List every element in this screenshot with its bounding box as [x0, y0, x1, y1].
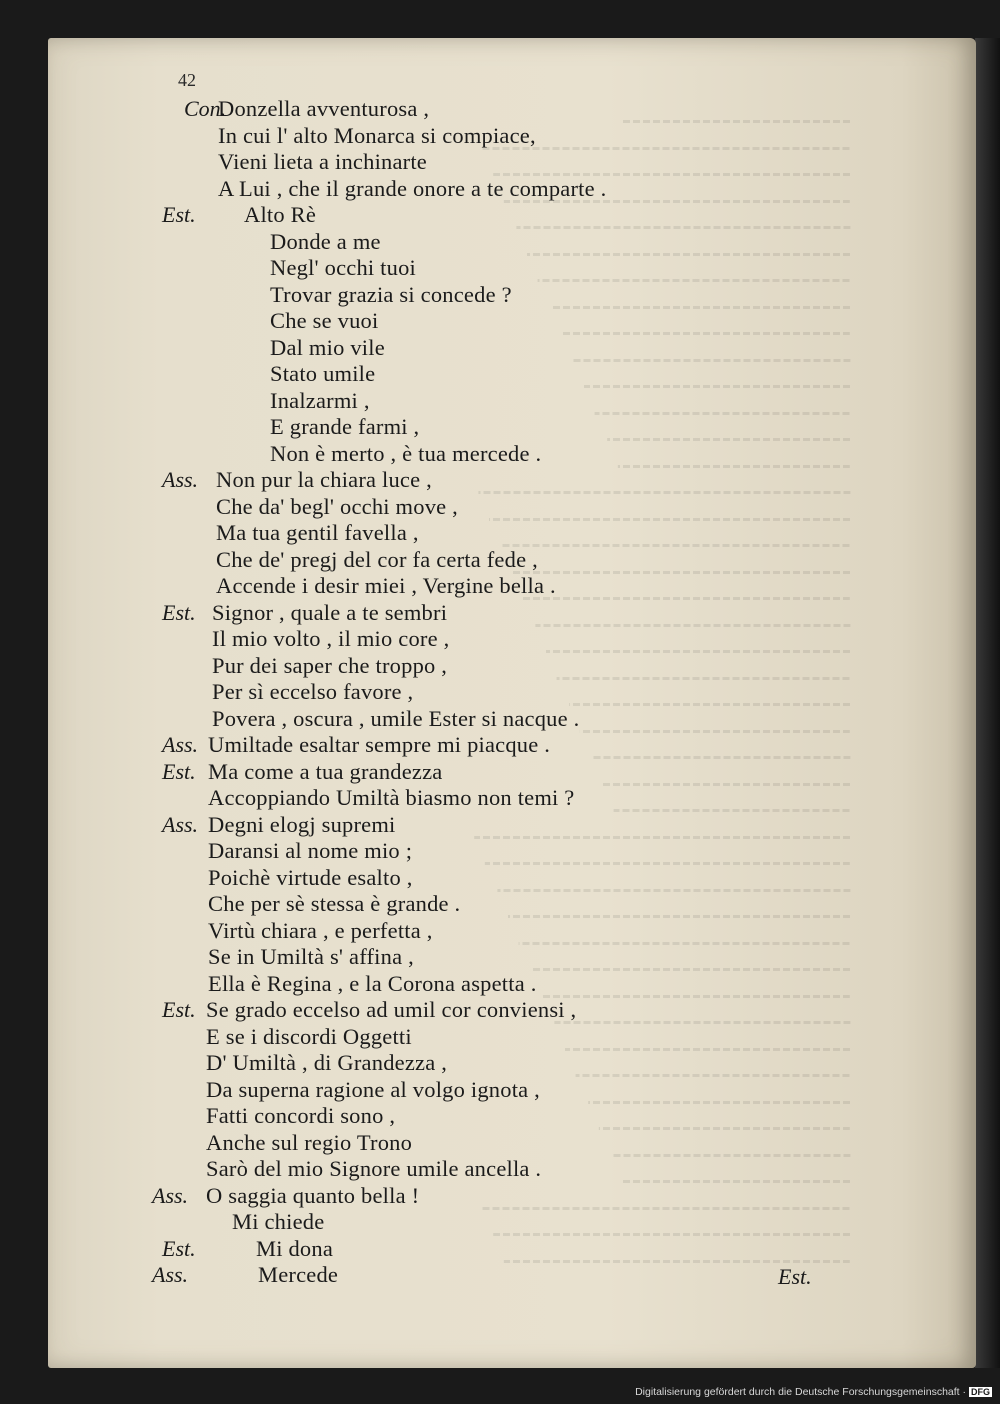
speaker-name: Ass.	[152, 1262, 189, 1287]
verse-line: E se i discordi Oggetti	[206, 1023, 412, 1049]
verse-line: Che se vuoi	[270, 308, 379, 333]
verse-line: D' Umiltà , di Grandezza ,	[206, 1050, 448, 1075]
speaker-name: Est.	[162, 997, 196, 1022]
speaker-name: Est.	[162, 599, 196, 625]
verse-line: Mi dona	[256, 1235, 334, 1261]
verse-line: Pur dei saper che troppo ,	[212, 652, 448, 678]
speaker-name: Ass.	[162, 811, 199, 837]
verse-line: Non pur la chiara luce ,	[216, 467, 432, 492]
catchword: Est.	[778, 1264, 812, 1289]
binding-gutter	[975, 38, 1000, 1368]
speaker-name: Est.	[162, 202, 196, 227]
verse-line: Accoppiando Umiltà biasmo non temi ?	[208, 785, 575, 810]
verse-line: Trovar grazia si concede ?	[270, 281, 512, 307]
verse-line: Per sì eccelso favore ,	[212, 679, 414, 704]
speaker-name: Est.	[162, 1235, 196, 1261]
verse-line: Da superna ragione al volgo ignota ,	[206, 1076, 540, 1102]
verse-line: Se in Umiltà s' affina ,	[208, 944, 414, 969]
verse-line: Fatti concordi sono ,	[206, 1103, 396, 1128]
verse-line: Signor , quale a te sembri	[212, 599, 448, 625]
verse-line: Poichè virtude esalto ,	[208, 864, 413, 890]
verse-line: Il mio volto , il mio core ,	[212, 626, 450, 651]
verse-line: Daransi al nome mio ;	[208, 838, 413, 863]
speaker-name: Ass.	[162, 732, 199, 757]
verse-line: Donde a me	[270, 228, 381, 254]
verse-line: Negl' occhi tuoi	[270, 255, 416, 280]
verse-line: Che de' pregj del cor fa certa fede ,	[216, 546, 538, 572]
verse-line: Non è merto , è tua mercede .	[270, 440, 542, 466]
speaker-name: Est.	[162, 758, 196, 784]
verse-line: Ella è Regina , e la Corona aspetta .	[208, 970, 537, 996]
verse-line: Inalzarmi ,	[270, 387, 370, 413]
verse-line: Dal mio vile	[270, 334, 385, 360]
verse-line: E grande farmi ,	[270, 414, 420, 439]
verse-line: O saggia quanto bella !	[206, 1182, 420, 1208]
verse-line: Mi chiede	[232, 1209, 325, 1234]
verse-line: Se grado eccelso ad umil cor conviensi ,	[206, 997, 577, 1022]
verse-line: Virtù chiara , e perfetta ,	[208, 917, 433, 943]
verse-line: Povera , oscura , umile Ester si nacque .	[212, 705, 580, 731]
verse-line: Ma come a tua grandezza	[208, 758, 443, 784]
verse-line: Accende i desir miei , Vergine bella .	[216, 573, 556, 598]
speaker-name: Ass.	[152, 1182, 189, 1208]
verse-line: Che per sè stessa è grande .	[208, 891, 461, 916]
verse-line: Degni elogj supremi	[208, 811, 396, 837]
verse-line: Ma tua gentil favella ,	[216, 520, 419, 545]
footer-credit	[635, 1386, 992, 1398]
verse-line: Anche sul regio Trono	[206, 1129, 413, 1155]
verse-line: Che da' begl' occhi move ,	[216, 493, 458, 519]
speaker-name: Con.	[184, 96, 227, 121]
verse-line: Mercede	[258, 1262, 339, 1287]
speaker-name: Ass.	[162, 467, 199, 492]
page-number: 42	[178, 70, 196, 90]
verse-line: In cui l' alto Monarca si compiace,	[218, 122, 536, 148]
verse-line: Umiltade esaltar sempre mi piacque .	[208, 732, 551, 757]
verse-line: Stato umile	[270, 361, 376, 386]
verse-line: Sarò del mio Signore umile ancella .	[206, 1156, 542, 1181]
verse-line: A Lui , che il grande onore a te comparte .	[218, 175, 607, 201]
footer-credit-text: Digitalisierung gefördert durch die Deutsche Forschungsgemeinschaft ·	[635, 1386, 966, 1398]
dfg-logo: DFG	[971, 1387, 990, 1397]
verse-line: Alto Rè	[244, 202, 317, 227]
verse-line: Vieni lieta a inchinarte	[218, 149, 427, 174]
verse-line: Donzella avventurosa ,	[218, 96, 430, 121]
